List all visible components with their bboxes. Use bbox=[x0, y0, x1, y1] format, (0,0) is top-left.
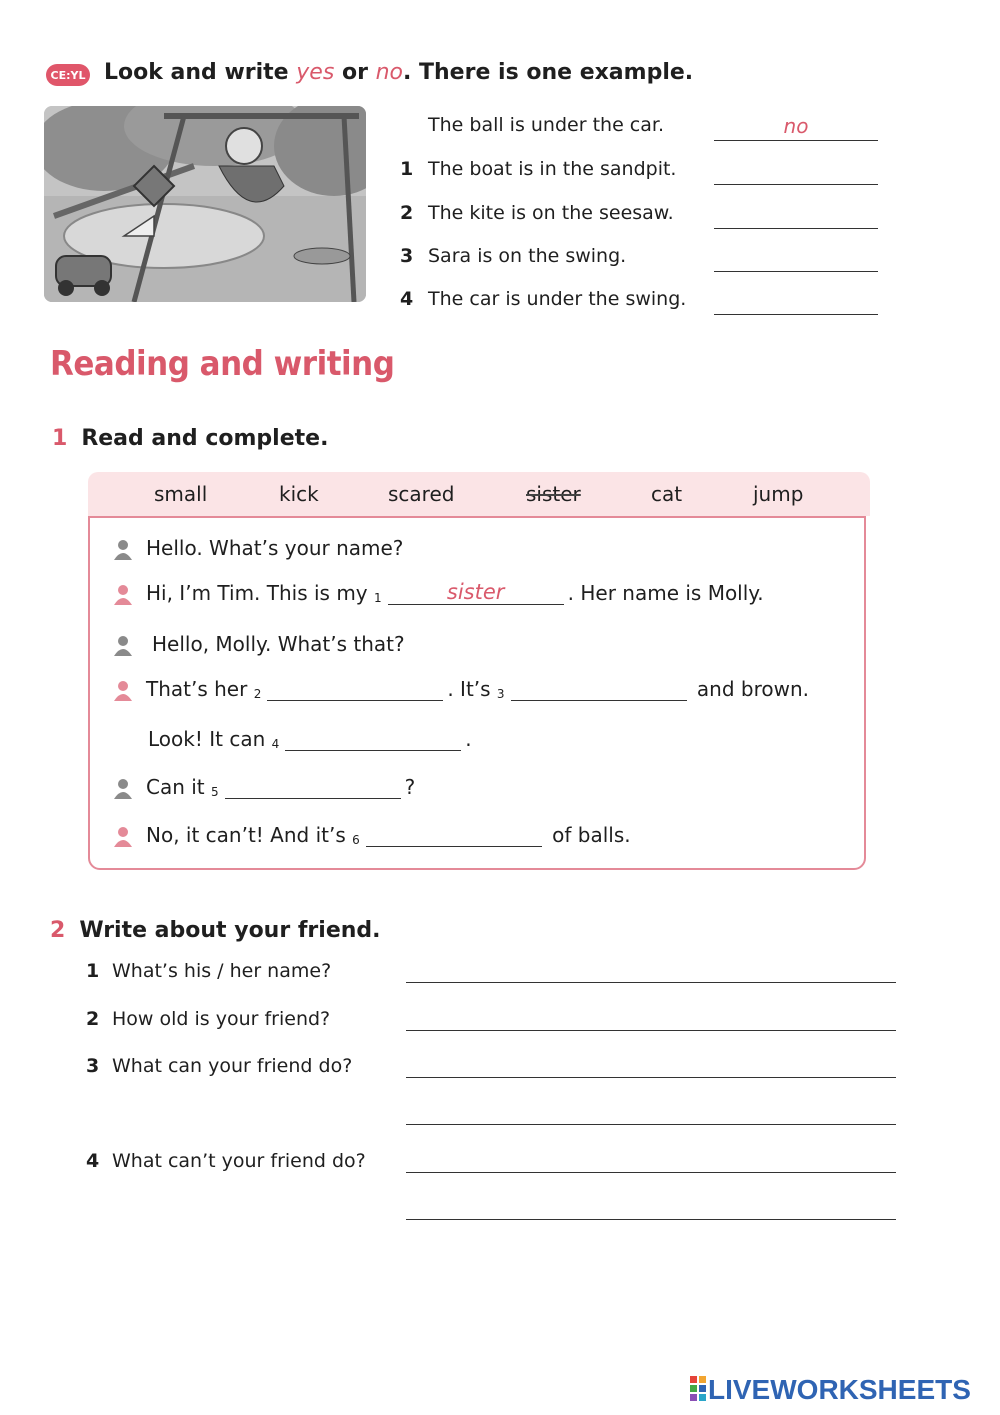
blank-3-input[interactable] bbox=[511, 676, 687, 701]
blank-1-input[interactable]: sister bbox=[388, 580, 564, 605]
blank-4-input[interactable] bbox=[285, 726, 461, 751]
speaker-pink-icon bbox=[114, 681, 132, 701]
item-text: The kite is on the seesaw. bbox=[428, 202, 674, 224]
item-number: 2 bbox=[400, 202, 414, 224]
dialog-line bbox=[92, 632, 405, 656]
question-text: Write about your friend. bbox=[79, 918, 381, 943]
speaker-grey-icon bbox=[114, 779, 132, 799]
blank-number: 2 bbox=[253, 687, 262, 701]
answer-line[interactable] bbox=[406, 960, 896, 983]
title-part: or bbox=[334, 60, 376, 85]
item-text: The ball is under the car. bbox=[428, 114, 664, 136]
dialog-text: ? bbox=[404, 775, 416, 799]
item-text: What can your friend do? bbox=[112, 1055, 353, 1077]
blank-number: 4 bbox=[271, 737, 280, 751]
dialog-line bbox=[92, 676, 809, 701]
item-text: What can’t your friend do? bbox=[112, 1150, 366, 1172]
dialog-text: . bbox=[465, 727, 472, 751]
item-number bbox=[400, 114, 428, 141]
item-number: 1 bbox=[400, 158, 414, 180]
dialog-text: Hi, I’m Tim. This is my bbox=[146, 581, 368, 605]
blank-5-input[interactable] bbox=[225, 774, 401, 799]
dialog-text: Can it bbox=[146, 775, 205, 799]
word-bank-item: jump bbox=[753, 482, 804, 506]
answer-field[interactable] bbox=[714, 158, 878, 185]
speaker-grey-icon bbox=[114, 636, 132, 656]
word-bank-item: small bbox=[154, 482, 208, 506]
blank-6-input[interactable] bbox=[366, 822, 542, 847]
dialog-text: Look! It can bbox=[148, 727, 266, 751]
exercise1-example-row bbox=[400, 114, 878, 141]
blank-number: 1 bbox=[374, 591, 382, 605]
word-bank-item-used: sister bbox=[526, 482, 581, 506]
item-text: Sara is on the swing. bbox=[428, 245, 627, 267]
section-title: Reading and writing bbox=[50, 344, 395, 384]
dialog-text: of balls. bbox=[552, 823, 631, 847]
answer-line[interactable] bbox=[406, 1197, 896, 1220]
dialog-text: No, it can’t! And it’s bbox=[146, 823, 346, 847]
title-part: Look and write bbox=[104, 60, 297, 85]
logo-text: LIVEWORKSHEETS bbox=[708, 1374, 971, 1405]
dialog-line bbox=[92, 580, 764, 605]
word-bank-item: cat bbox=[651, 482, 683, 506]
exercise1-title bbox=[104, 60, 693, 85]
liveworksheets-logo bbox=[690, 1374, 971, 1406]
item-text: What’s his / her name? bbox=[112, 960, 332, 982]
item-text: The boat is in the sandpit. bbox=[428, 158, 677, 180]
no-word: no bbox=[375, 60, 403, 85]
question1-title bbox=[52, 426, 328, 451]
speaker-pink-icon bbox=[114, 585, 132, 605]
item-number: 4 bbox=[86, 1150, 100, 1172]
blank-2-input[interactable] bbox=[267, 676, 443, 701]
word-bank-item: scared bbox=[388, 482, 455, 506]
answer-line[interactable] bbox=[406, 1150, 896, 1173]
speaker-pink-icon bbox=[114, 827, 132, 847]
item-number: 4 bbox=[400, 288, 414, 310]
exercise1-row bbox=[400, 245, 878, 272]
question-number: 2 bbox=[50, 918, 66, 943]
write-row bbox=[86, 960, 331, 982]
answer-field[interactable] bbox=[714, 202, 878, 229]
write-row bbox=[86, 1150, 366, 1172]
dialog-text: . It’s bbox=[447, 677, 491, 701]
blank-number: 5 bbox=[211, 785, 219, 799]
question-number: 1 bbox=[52, 426, 68, 451]
item-text: How old is your friend? bbox=[112, 1008, 331, 1030]
answer-line[interactable] bbox=[406, 1055, 896, 1078]
dialog-text: and brown. bbox=[696, 677, 810, 701]
dialog-line bbox=[92, 822, 631, 847]
question-text: Read and complete. bbox=[81, 426, 329, 451]
dialog-line bbox=[92, 536, 403, 560]
dialog-text: Hello. What’s your name? bbox=[146, 536, 404, 560]
playground-illustration bbox=[44, 106, 366, 302]
question2-title bbox=[50, 918, 381, 943]
word-bank-item: kick bbox=[279, 482, 319, 506]
exam-badge: CE:YL bbox=[46, 64, 90, 86]
item-text: The car is under the swing. bbox=[428, 288, 687, 310]
answer-line[interactable] bbox=[406, 1008, 896, 1031]
blank-number: 3 bbox=[496, 687, 505, 701]
dialog-text: Hello, Molly. What’s that? bbox=[152, 632, 405, 656]
answer-field[interactable] bbox=[714, 245, 878, 272]
speaker-grey-icon bbox=[114, 540, 132, 560]
answer-field[interactable]: no bbox=[714, 114, 878, 141]
dialog-text: That’s her bbox=[146, 677, 248, 701]
dialog-line bbox=[148, 726, 472, 751]
exercise1-row bbox=[400, 158, 878, 185]
item-number: 2 bbox=[86, 1008, 100, 1030]
answer-field[interactable] bbox=[714, 288, 878, 315]
write-row bbox=[86, 1055, 352, 1077]
answer-line[interactable] bbox=[406, 1102, 896, 1125]
liveworksheets-logo-icon bbox=[690, 1376, 706, 1404]
blank-number: 6 bbox=[352, 833, 360, 847]
item-number: 3 bbox=[86, 1055, 100, 1077]
exercise1-row bbox=[400, 202, 878, 229]
item-number: 3 bbox=[400, 245, 414, 267]
write-row bbox=[86, 1008, 330, 1030]
item-number: 1 bbox=[86, 960, 100, 982]
dialog-line bbox=[92, 774, 415, 799]
exercise1-row bbox=[400, 288, 878, 315]
yes-word: yes bbox=[296, 60, 335, 85]
dialog-text: . Her name is Molly. bbox=[567, 581, 764, 605]
title-part: . There is one example. bbox=[403, 60, 694, 85]
